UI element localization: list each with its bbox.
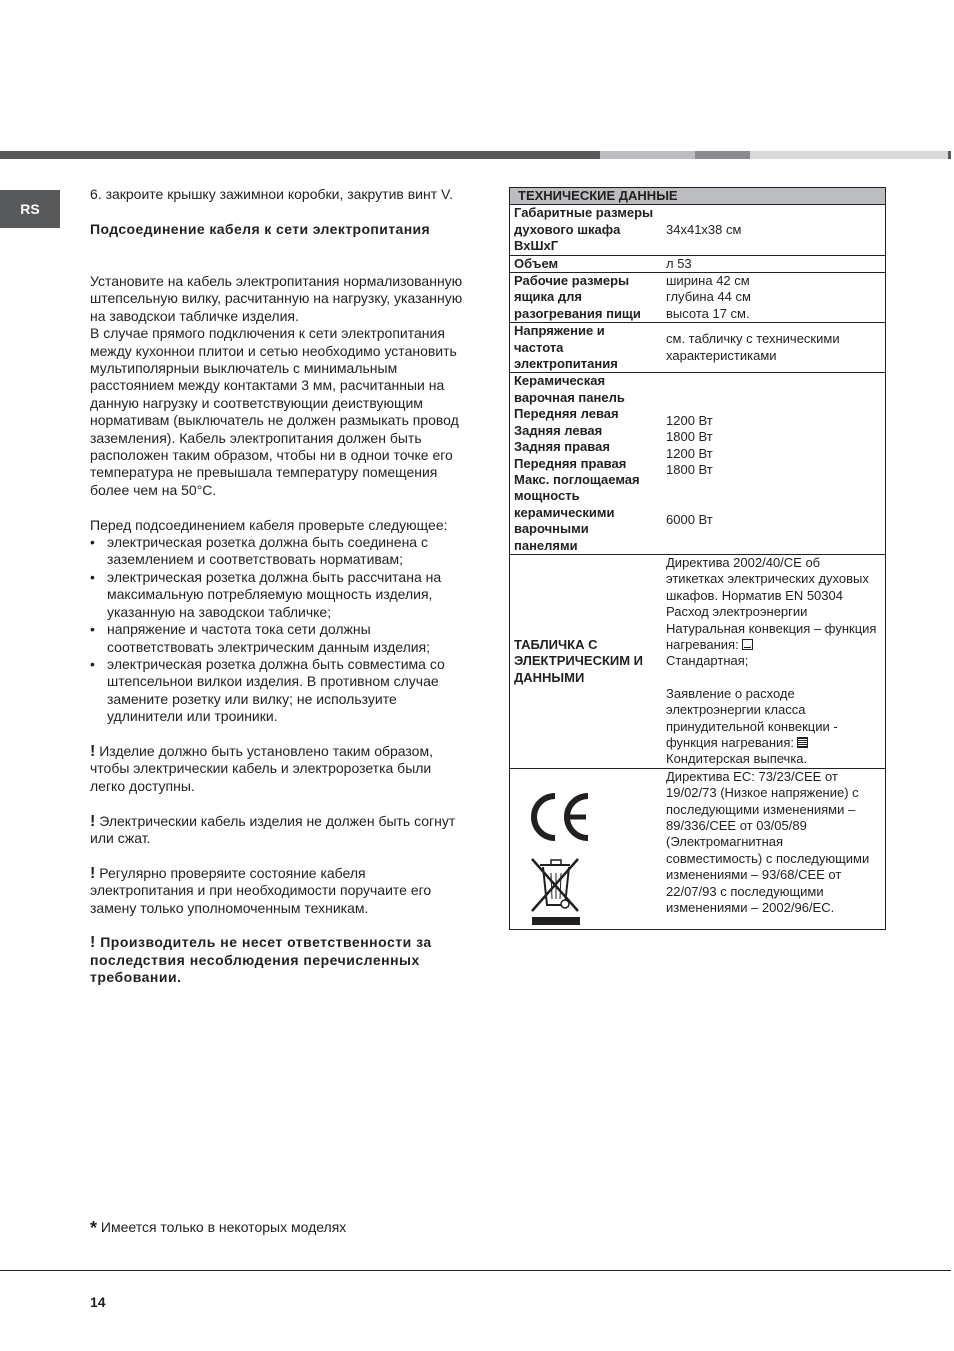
header-bar-mid: [695, 151, 750, 159]
drawer-width: ширина 42 см: [666, 273, 750, 289]
front-left-value: 1200 Вт: [666, 412, 713, 428]
ceramic-labels: [510, 373, 659, 554]
energy-natural-convection: Расход электроэнергии Натуральная конвекция – функция нагревания:: [666, 604, 877, 652]
rear-left-label: Задняя левая: [514, 422, 603, 438]
warning-mark: !: [90, 934, 96, 952]
list-item: • электрическая розетка должна быть соединена с заземлением и соответствовать нормативам;: [90, 534, 466, 569]
static-oven-icon: [742, 639, 753, 650]
table-row: [510, 273, 886, 323]
volume-value: л 53: [658, 255, 886, 272]
volume-label: Объем: [510, 255, 659, 272]
conformity-marks: [510, 768, 659, 929]
front-left-label: Передняя левая: [514, 406, 619, 422]
front-right-value: 1800 Вт: [666, 461, 713, 477]
dims-value: 34x41x38 см: [658, 205, 886, 255]
list-item: • электрическая розетка должна быть рассчитана на максимальную потребляемую мощность изделия, указанную на заводскои табличке;: [90, 569, 466, 621]
rear-right-value: 1200 Вт: [666, 445, 713, 461]
header-bar-light: [600, 151, 695, 159]
table-row: [510, 255, 886, 272]
warning-access: [90, 743, 466, 795]
warning-mark: !: [90, 812, 96, 830]
check-intro: Перед подсоединением кабеля проверьте следующее:: [90, 516, 448, 533]
max-power-value: 6000 Вт: [666, 512, 713, 528]
table-title: ТЕХНИЧЕСКИЕ ДАННЫЕ: [510, 188, 886, 205]
drawer-label: Рабочие размеры ящика для разогревания пищи: [510, 273, 659, 323]
fan-oven-icon: [797, 737, 808, 748]
list-item: • напряжение и частота тока сети должны соответствовать электрическим данным изделия;: [90, 621, 466, 656]
header-bar-dark: [0, 151, 600, 159]
drawer-depth: глубина 44 см: [666, 289, 751, 305]
ceramic-title: Керамическая варочная панель: [514, 373, 625, 405]
paragraph-plug: Установите на кабель электропитания нормализованную штепсельную вилку, расчитанную на нагрузку, указанную на заводскои табличке изделия.: [90, 272, 463, 324]
table-row: [510, 768, 886, 929]
voltage-value: см. табличку с техническими характеристиками: [658, 323, 886, 373]
section-heading: Подсоединение кабеля к сети электропитания: [90, 220, 431, 237]
footnote-text: Имеется только в некоторых моделях: [100, 1219, 347, 1235]
warning-text: Регулярно проверяите состояние кабеля электропитания и при необходимости поручаите его замену только уполномоченным техникам.: [90, 864, 432, 916]
paragraph-direct-connection: В случае прямого подключения к сети электропитания между кухоннои плитои и сетью необходимо установить мультиполярныи выключатель с минимальным расстоянием между контактами 3 мм, расчитанныи на данную нагрузку и соответствующии деиствующим нормативам (выключатель не должен размыкать провод заземления). Кабель электропитания должен быть расположен таким образом, чтобы ни в однои точке его температура не превышала температуру помещения более чем на 50°C.: [90, 325, 459, 498]
rear-right-label: Задняя правая: [514, 439, 610, 455]
list-item: • электрическая розетка должна быть совместима со штепсельнои вилкои изделия. В противном случае замените розетку или вилку; не используите удлинители или троиники.: [90, 656, 466, 726]
step-6: 6. закроите крышку зажимнои коробки, закрутив винт V.: [90, 186, 453, 202]
technical-data-table: [509, 187, 886, 930]
warning-mark: !: [90, 864, 96, 882]
table-header-row: [510, 188, 886, 205]
energy-label-info: [658, 554, 886, 768]
table-row: [510, 554, 886, 768]
voltage-label: Напряжение и частота электропитания: [510, 323, 659, 373]
table-row: [510, 205, 886, 255]
header-bar-pale: [750, 151, 948, 159]
installation-text: [90, 186, 466, 987]
warning-cable: [90, 813, 466, 848]
directives-value: Директива ЕС: 73/23/CEE от 19/02/73 (Низкое напряжение) с последующими изменениями – 89/336/CEE от 03/05/89 (Электромагнитная совместимость) с последующими изменениями – 93/68/CEE от 22/07/93 с последующими изменениями – 2002/96/EC.: [658, 768, 886, 929]
warning-text: Электрическии кабель изделия не должен быть согнут или сжат.: [90, 812, 456, 846]
max-power-label: Макс. поглощаемая мощность керамическими варочными панелями: [514, 471, 640, 553]
rear-left-value: 1800 Вт: [666, 429, 713, 445]
header-bar-end: [948, 151, 951, 159]
footnote: [90, 1218, 346, 1239]
footnote-star: *: [90, 1218, 98, 1238]
energy-pastry: Кондитерская выпечка.: [666, 751, 808, 767]
warning-text: Изделие должно быть установлено таким образом, чтобы электрическии кабель и электророзетка были легко доступны.: [90, 742, 433, 794]
table-row: [510, 323, 886, 373]
table-row: [510, 373, 886, 554]
warning-mark: !: [90, 742, 96, 760]
footer-divider: [0, 1270, 951, 1271]
drawer-height: высота 17 см.: [666, 305, 750, 321]
warning-inspection: [90, 865, 466, 917]
warning-text: Производитель не несет ответственности за последствия несоблюдения перечисленных требовании.: [90, 934, 432, 986]
energy-standard: Стандартная;: [666, 653, 749, 669]
ceramic-values: [658, 373, 886, 554]
language-tab: RS: [0, 190, 60, 228]
ce-mark-icon: [528, 791, 594, 843]
energy-forced-convection: Заявление о расходе электроэнергии класса принудительной конвекции - функция нагревания:: [666, 685, 838, 750]
page-number: 14: [90, 1294, 106, 1310]
check-list: [90, 534, 466, 725]
drawer-values: [658, 273, 886, 323]
dims-label: Габаритные размеры духового шкафа ВхШхГ: [510, 205, 659, 255]
label-plate-label: ТАБЛИЧКА С ЭЛЕКТРИЧЕСКИМ И ДАННЫМИ: [510, 554, 659, 768]
energy-directive: Директива 2002/40/CE об этикетках электрических духовых шкафов. Норматив EN 50304: [666, 554, 869, 603]
warning-liability: [90, 934, 466, 986]
front-right-label: Передняя правая: [514, 455, 627, 471]
weee-bin-icon: [530, 855, 584, 927]
